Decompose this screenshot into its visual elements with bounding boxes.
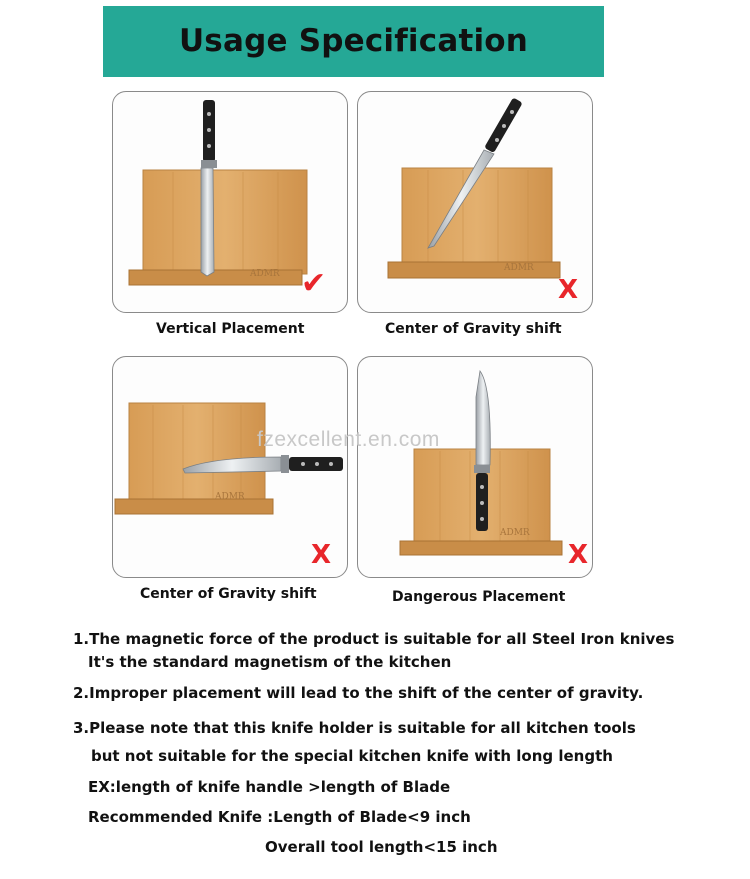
x-icon: X (311, 540, 332, 570)
x-icon: X (558, 275, 579, 305)
caption-vertical-placement: Vertical Placement (156, 321, 305, 337)
check-icon: ✔ (301, 266, 327, 301)
panel-dangerous-placement (357, 356, 593, 578)
svg-text:ADMR: ADMR (500, 528, 530, 538)
note-3-recommended: Recommended Knife :Length of Blade<9 inch (88, 808, 471, 826)
panel-vertical-placement (112, 91, 348, 313)
svg-text:ADMR: ADMR (215, 492, 245, 502)
panel-gravity-shift-diagonal (357, 91, 593, 313)
knife-holder-illustration (358, 92, 592, 312)
svg-text:ADMR: ADMR (250, 269, 280, 279)
caption-gravity-shift-1: Center of Gravity shift (385, 321, 562, 337)
note-3-overall: Overall tool length<15 inch (265, 838, 498, 856)
caption-dangerous-placement: Dangerous Placement (392, 589, 566, 605)
note-3-detail: but not suitable for the special kitchen knife with long length (91, 747, 613, 765)
caption-gravity-shift-2: Center of Gravity shift (140, 586, 317, 602)
note-1: 1.The magnetic force of the product is suitable for all Steel Iron knives (73, 630, 675, 648)
watermark: fzexcellent.en.com (257, 428, 440, 451)
note-1-detail: It's the standard magnetism of the kitchen (88, 653, 452, 671)
note-3: 3.Please note that this knife holder is suitable for all kitchen tools (73, 719, 636, 737)
page-title: Usage Specification (178, 23, 529, 59)
x-icon: X (568, 540, 589, 570)
title-banner (103, 6, 604, 77)
note-2: 2.Improper placement will lead to the shift of the center of gravity. (73, 684, 644, 702)
note-3-example: EX:length of knife handle >length of Blade (88, 778, 451, 796)
svg-text:ADMR: ADMR (504, 263, 534, 273)
knife-holder-illustration (358, 357, 592, 577)
panel-gravity-shift-horizontal (112, 356, 348, 578)
